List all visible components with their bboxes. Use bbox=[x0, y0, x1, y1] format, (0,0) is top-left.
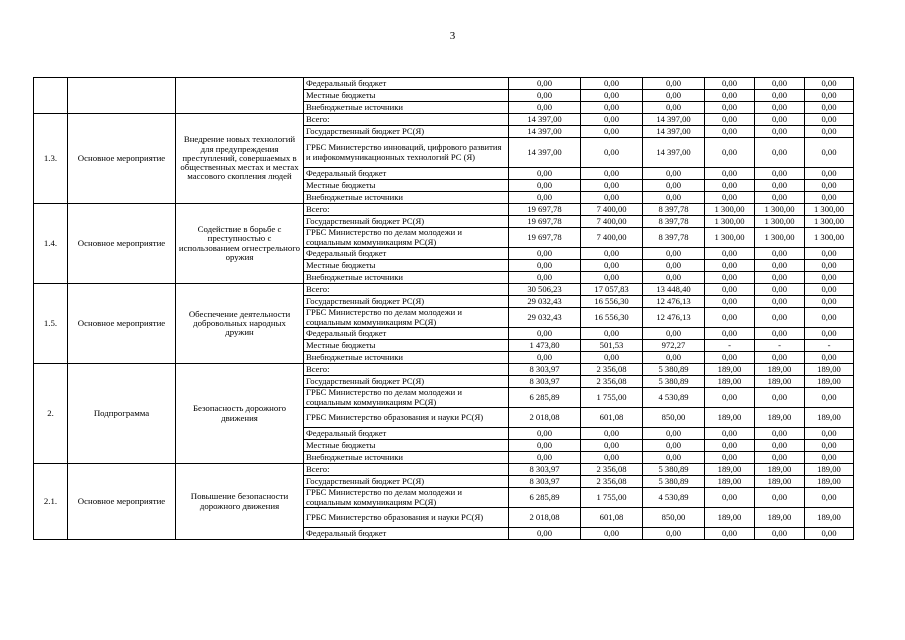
amount-year-1: 0,00 bbox=[581, 126, 643, 138]
item-name: Обеспечение деятельности добровольных народных дружин bbox=[176, 284, 304, 364]
amount-year-2: 0,00 bbox=[643, 260, 705, 272]
amount-year-3: 0,00 bbox=[705, 248, 755, 260]
funding-source: Внебюджетные источники bbox=[304, 192, 509, 204]
funding-source: Федеральный бюджет bbox=[304, 168, 509, 180]
amount-year-3: 0,00 bbox=[705, 528, 755, 540]
amount-year-4: 1 300,00 bbox=[755, 204, 805, 216]
amount-year-5: 0,00 bbox=[805, 114, 854, 126]
amount-year-5: 1 300,00 bbox=[805, 216, 854, 228]
funding-source: Местные бюджеты bbox=[304, 440, 509, 452]
amount-total: 6 285,89 bbox=[509, 388, 581, 408]
amount-year-5: 0,00 bbox=[805, 126, 854, 138]
amount-year-1: 7 400,00 bbox=[581, 204, 643, 216]
amount-year-4: 0,00 bbox=[755, 138, 805, 168]
amount-year-2: 14 397,00 bbox=[643, 126, 705, 138]
amount-total: 14 397,00 bbox=[509, 138, 581, 168]
amount-year-2: 4 530,89 bbox=[643, 488, 705, 508]
amount-year-5: 0,00 bbox=[805, 328, 854, 340]
amount-total: 0,00 bbox=[509, 102, 581, 114]
amount-year-5: 0,00 bbox=[805, 138, 854, 168]
amount-year-5: 189,00 bbox=[805, 364, 854, 376]
amount-year-3: 0,00 bbox=[705, 126, 755, 138]
amount-year-1: 2 356,08 bbox=[581, 476, 643, 488]
amount-year-2: 0,00 bbox=[643, 90, 705, 102]
amount-year-3: 0,00 bbox=[705, 440, 755, 452]
amount-year-1: 0,00 bbox=[581, 352, 643, 364]
amount-year-3: 1 300,00 bbox=[705, 228, 755, 248]
amount-total: 1 473,80 bbox=[509, 340, 581, 352]
amount-year-3: 1 300,00 bbox=[705, 204, 755, 216]
amount-year-3: 0,00 bbox=[705, 272, 755, 284]
amount-year-1: 17 057,83 bbox=[581, 284, 643, 296]
amount-year-1: 0,00 bbox=[581, 114, 643, 126]
funding-source: Внебюджетные источники bbox=[304, 102, 509, 114]
table-row bbox=[34, 204, 854, 216]
amount-year-4: 189,00 bbox=[755, 376, 805, 388]
amount-year-3: 0,00 bbox=[705, 296, 755, 308]
amount-year-4: 0,00 bbox=[755, 388, 805, 408]
page-number: 3 bbox=[449, 30, 456, 42]
amount-year-1: 2 356,08 bbox=[581, 364, 643, 376]
amount-year-3: 0,00 bbox=[705, 308, 755, 328]
amount-year-5: 0,00 bbox=[805, 452, 854, 464]
amount-year-2: 0,00 bbox=[643, 352, 705, 364]
amount-year-3: 189,00 bbox=[705, 464, 755, 476]
amount-year-1: 0,00 bbox=[581, 260, 643, 272]
amount-year-2: 14 397,00 bbox=[643, 114, 705, 126]
funding-source: Государственный бюджет РС(Я) bbox=[304, 376, 509, 388]
amount-year-4: 189,00 bbox=[755, 508, 805, 528]
amount-year-3: 0,00 bbox=[705, 138, 755, 168]
amount-year-5: 189,00 bbox=[805, 464, 854, 476]
amount-year-3: 0,00 bbox=[705, 78, 755, 90]
item-type bbox=[68, 78, 176, 114]
amount-year-2: 0,00 bbox=[643, 452, 705, 464]
amount-year-4: 0,00 bbox=[755, 272, 805, 284]
amount-total: 14 397,00 bbox=[509, 126, 581, 138]
funding-source: ГРБС Министерство по делам молодежи и социальным коммуникациям РС(Я) bbox=[304, 488, 509, 508]
amount-year-3: 189,00 bbox=[705, 476, 755, 488]
amount-year-2: 0,00 bbox=[643, 248, 705, 260]
amount-year-3: 1 300,00 bbox=[705, 216, 755, 228]
amount-year-2: 8 397,78 bbox=[643, 216, 705, 228]
amount-year-2: 5 380,89 bbox=[643, 376, 705, 388]
amount-year-2: 13 448,40 bbox=[643, 284, 705, 296]
amount-year-1: 0,00 bbox=[581, 528, 643, 540]
amount-year-5: 0,00 bbox=[805, 296, 854, 308]
amount-total: 0,00 bbox=[509, 440, 581, 452]
amount-year-1: 601,08 bbox=[581, 408, 643, 428]
budget-table bbox=[33, 77, 854, 540]
amount-year-4: - bbox=[755, 340, 805, 352]
item-number: 1.5. bbox=[34, 284, 68, 364]
amount-year-5: 189,00 bbox=[805, 508, 854, 528]
amount-year-4: 0,00 bbox=[755, 126, 805, 138]
amount-year-2: 5 380,89 bbox=[643, 464, 705, 476]
funding-source: Местные бюджеты bbox=[304, 180, 509, 192]
amount-year-3: 0,00 bbox=[705, 102, 755, 114]
amount-year-5: 0,00 bbox=[805, 168, 854, 180]
item-type: Основное мероприятие bbox=[68, 114, 176, 204]
amount-year-3: 0,00 bbox=[705, 428, 755, 440]
amount-year-4: 0,00 bbox=[755, 78, 805, 90]
amount-total: 0,00 bbox=[509, 180, 581, 192]
funding-source: Местные бюджеты bbox=[304, 260, 509, 272]
amount-year-2: 0,00 bbox=[643, 328, 705, 340]
amount-year-5: 0,00 bbox=[805, 428, 854, 440]
amount-year-4: 0,00 bbox=[755, 440, 805, 452]
amount-year-1: 2 356,08 bbox=[581, 464, 643, 476]
funding-source: Федеральный бюджет bbox=[304, 78, 509, 90]
amount-year-2: 12 476,13 bbox=[643, 308, 705, 328]
amount-year-4: 0,00 bbox=[755, 114, 805, 126]
amount-year-5: 0,00 bbox=[805, 78, 854, 90]
amount-year-5: 189,00 bbox=[805, 408, 854, 428]
funding-source: ГРБС Министерство образования и науки РС(Я) bbox=[304, 508, 509, 528]
amount-total: 0,00 bbox=[509, 90, 581, 102]
funding-source: Федеральный бюджет bbox=[304, 328, 509, 340]
amount-year-3: 189,00 bbox=[705, 408, 755, 428]
amount-total: 14 397,00 bbox=[509, 114, 581, 126]
amount-year-5: 0,00 bbox=[805, 90, 854, 102]
amount-year-4: 0,00 bbox=[755, 308, 805, 328]
amount-year-1: 2 356,08 bbox=[581, 376, 643, 388]
amount-year-2: 5 380,89 bbox=[643, 364, 705, 376]
item-type: Подпрограмма bbox=[68, 364, 176, 464]
amount-total: 0,00 bbox=[509, 352, 581, 364]
funding-source: ГРБС Министерство по делам молодежи и социальным коммуникациям РС(Я) bbox=[304, 228, 509, 248]
amount-total: 19 697,78 bbox=[509, 204, 581, 216]
amount-year-5: 0,00 bbox=[805, 248, 854, 260]
amount-year-4: 1 300,00 bbox=[755, 216, 805, 228]
amount-total: 0,00 bbox=[509, 248, 581, 260]
amount-year-2: 0,00 bbox=[643, 528, 705, 540]
amount-year-4: 0,00 bbox=[755, 192, 805, 204]
amount-year-3: 0,00 bbox=[705, 452, 755, 464]
amount-year-3: 0,00 bbox=[705, 192, 755, 204]
amount-total: 8 303,97 bbox=[509, 464, 581, 476]
funding-source: Всего: bbox=[304, 114, 509, 126]
amount-year-4: 189,00 bbox=[755, 408, 805, 428]
amount-total: 8 303,97 bbox=[509, 476, 581, 488]
amount-year-1: 7 400,00 bbox=[581, 228, 643, 248]
amount-year-5: 0,00 bbox=[805, 352, 854, 364]
amount-year-1: 0,00 bbox=[581, 428, 643, 440]
amount-year-1: 501,53 bbox=[581, 340, 643, 352]
item-number: 2. bbox=[34, 364, 68, 464]
amount-year-4: 0,00 bbox=[755, 180, 805, 192]
amount-year-3: 0,00 bbox=[705, 90, 755, 102]
amount-total: 8 303,97 bbox=[509, 376, 581, 388]
amount-year-1: 0,00 bbox=[581, 90, 643, 102]
amount-year-5: 0,00 bbox=[805, 102, 854, 114]
amount-year-3: - bbox=[705, 340, 755, 352]
funding-source: ГРБС Министерство по делам молодежи и социальным коммуникациям РС(Я) bbox=[304, 308, 509, 328]
amount-year-4: 0,00 bbox=[755, 428, 805, 440]
amount-year-4: 0,00 bbox=[755, 284, 805, 296]
item-name: Содействие в борьбе с преступностью с использованием огнестрельного оружия bbox=[176, 204, 304, 284]
amount-year-1: 0,00 bbox=[581, 272, 643, 284]
amount-year-1: 0,00 bbox=[581, 192, 643, 204]
amount-year-2: 0,00 bbox=[643, 102, 705, 114]
funding-source: Федеральный бюджет bbox=[304, 248, 509, 260]
amount-year-1: 0,00 bbox=[581, 328, 643, 340]
amount-total: 8 303,97 bbox=[509, 364, 581, 376]
table-row bbox=[34, 78, 854, 90]
amount-year-4: 1 300,00 bbox=[755, 228, 805, 248]
funding-source: Местные бюджеты bbox=[304, 90, 509, 102]
amount-total: 0,00 bbox=[509, 428, 581, 440]
amount-year-3: 0,00 bbox=[705, 114, 755, 126]
item-type: Основное мероприятие bbox=[68, 284, 176, 364]
amount-year-5: 0,00 bbox=[805, 260, 854, 272]
amount-total: 19 697,78 bbox=[509, 216, 581, 228]
amount-year-1: 16 556,30 bbox=[581, 296, 643, 308]
amount-year-2: 972,27 bbox=[643, 340, 705, 352]
amount-year-1: 7 400,00 bbox=[581, 216, 643, 228]
amount-year-1: 0,00 bbox=[581, 168, 643, 180]
amount-year-1: 0,00 bbox=[581, 78, 643, 90]
amount-year-2: 12 476,13 bbox=[643, 296, 705, 308]
amount-total: 29 032,43 bbox=[509, 296, 581, 308]
amount-year-5: 0,00 bbox=[805, 528, 854, 540]
item-type: Основное мероприятие bbox=[68, 204, 176, 284]
amount-year-4: 189,00 bbox=[755, 464, 805, 476]
amount-total: 0,00 bbox=[509, 272, 581, 284]
amount-year-5: 0,00 bbox=[805, 308, 854, 328]
amount-total: 0,00 bbox=[509, 528, 581, 540]
amount-total: 2 018,08 bbox=[509, 508, 581, 528]
amount-year-4: 0,00 bbox=[755, 90, 805, 102]
amount-year-1: 0,00 bbox=[581, 440, 643, 452]
amount-total: 29 032,43 bbox=[509, 308, 581, 328]
item-number: 2.1. bbox=[34, 464, 68, 540]
funding-source: ГРБС Министерство инноваций, цифрового развития и инфокоммуникационных технологий РС (Я) bbox=[304, 138, 509, 168]
amount-year-4: 0,00 bbox=[755, 248, 805, 260]
amount-year-2: 0,00 bbox=[643, 440, 705, 452]
amount-year-5: 189,00 bbox=[805, 476, 854, 488]
funding-source: Государственный бюджет РС(Я) bbox=[304, 476, 509, 488]
amount-year-4: 0,00 bbox=[755, 352, 805, 364]
amount-year-1: 0,00 bbox=[581, 452, 643, 464]
amount-year-1: 0,00 bbox=[581, 138, 643, 168]
amount-year-3: 189,00 bbox=[705, 364, 755, 376]
amount-year-3: 0,00 bbox=[705, 328, 755, 340]
amount-year-1: 1 755,00 bbox=[581, 388, 643, 408]
item-name: Внедрение новых технологий для предупреждения преступлений, совершаемых в общественных местах и местах массового скопления людей bbox=[176, 114, 304, 204]
amount-year-4: 0,00 bbox=[755, 102, 805, 114]
funding-source: Федеральный бюджет bbox=[304, 528, 509, 540]
amount-year-5: 0,00 bbox=[805, 388, 854, 408]
table-row bbox=[34, 464, 854, 476]
funding-source: Федеральный бюджет bbox=[304, 428, 509, 440]
funding-source: Всего: bbox=[304, 364, 509, 376]
amount-year-3: 0,00 bbox=[705, 352, 755, 364]
amount-total: 0,00 bbox=[509, 452, 581, 464]
amount-total: 0,00 bbox=[509, 168, 581, 180]
amount-year-4: 189,00 bbox=[755, 364, 805, 376]
funding-source: ГРБС Министерство образования и науки РС(Я) bbox=[304, 408, 509, 428]
amount-year-2: 0,00 bbox=[643, 272, 705, 284]
amount-year-3: 0,00 bbox=[705, 168, 755, 180]
table-row bbox=[34, 284, 854, 296]
amount-year-1: 0,00 bbox=[581, 248, 643, 260]
amount-total: 0,00 bbox=[509, 260, 581, 272]
amount-year-2: 850,00 bbox=[643, 408, 705, 428]
amount-total: 0,00 bbox=[509, 328, 581, 340]
amount-year-2: 14 397,00 bbox=[643, 138, 705, 168]
amount-year-5: 1 300,00 bbox=[805, 228, 854, 248]
amount-year-5: 0,00 bbox=[805, 180, 854, 192]
item-type: Основное мероприятие bbox=[68, 464, 176, 540]
amount-year-5: 0,00 bbox=[805, 284, 854, 296]
amount-year-5: 189,00 bbox=[805, 376, 854, 388]
amount-year-3: 0,00 bbox=[705, 260, 755, 272]
amount-year-3: 189,00 bbox=[705, 376, 755, 388]
funding-source: Местные бюджеты bbox=[304, 340, 509, 352]
amount-year-1: 16 556,30 bbox=[581, 308, 643, 328]
amount-year-4: 0,00 bbox=[755, 260, 805, 272]
amount-year-5: 0,00 bbox=[805, 192, 854, 204]
amount-year-4: 189,00 bbox=[755, 476, 805, 488]
item-number bbox=[34, 78, 68, 114]
amount-year-4: 0,00 bbox=[755, 296, 805, 308]
amount-year-5: - bbox=[805, 340, 854, 352]
amount-total: 19 697,78 bbox=[509, 228, 581, 248]
amount-total: 2 018,08 bbox=[509, 408, 581, 428]
table-row bbox=[34, 114, 854, 126]
amount-year-1: 1 755,00 bbox=[581, 488, 643, 508]
amount-year-3: 0,00 bbox=[705, 488, 755, 508]
amount-year-5: 0,00 bbox=[805, 440, 854, 452]
amount-year-2: 850,00 bbox=[643, 508, 705, 528]
funding-source: ГРБС Министерство по делам молодежи и социальным коммуникациям РС(Я) bbox=[304, 388, 509, 408]
amount-year-2: 0,00 bbox=[643, 192, 705, 204]
table-row bbox=[34, 364, 854, 376]
item-name: Безопасность дорожного движения bbox=[176, 364, 304, 464]
amount-year-1: 0,00 bbox=[581, 102, 643, 114]
funding-source: Государственный бюджет РС(Я) bbox=[304, 126, 509, 138]
amount-year-2: 4 530,89 bbox=[643, 388, 705, 408]
amount-year-4: 0,00 bbox=[755, 488, 805, 508]
amount-year-1: 0,00 bbox=[581, 180, 643, 192]
amount-year-3: 189,00 bbox=[705, 508, 755, 528]
item-name bbox=[176, 78, 304, 114]
funding-source: Государственный бюджет РС(Я) bbox=[304, 296, 509, 308]
amount-year-2: 0,00 bbox=[643, 428, 705, 440]
amount-year-2: 8 397,78 bbox=[643, 204, 705, 216]
amount-year-5: 0,00 bbox=[805, 488, 854, 508]
amount-year-3: 0,00 bbox=[705, 284, 755, 296]
amount-year-2: 0,00 bbox=[643, 168, 705, 180]
amount-total: 0,00 bbox=[509, 192, 581, 204]
funding-source: Всего: bbox=[304, 464, 509, 476]
amount-year-4: 0,00 bbox=[755, 452, 805, 464]
amount-year-4: 0,00 bbox=[755, 168, 805, 180]
amount-year-3: 0,00 bbox=[705, 180, 755, 192]
item-name: Повышение безопасности дорожного движения bbox=[176, 464, 304, 540]
funding-source: Внебюджетные источники bbox=[304, 272, 509, 284]
amount-year-2: 8 397,78 bbox=[643, 228, 705, 248]
amount-total: 30 506,23 bbox=[509, 284, 581, 296]
funding-source: Государственный бюджет РС(Я) bbox=[304, 216, 509, 228]
amount-total: 6 285,89 bbox=[509, 488, 581, 508]
funding-source: Всего: bbox=[304, 284, 509, 296]
amount-year-2: 5 380,89 bbox=[643, 476, 705, 488]
funding-source: Внебюджетные источники bbox=[304, 352, 509, 364]
item-number: 1.3. bbox=[34, 114, 68, 204]
amount-year-5: 0,00 bbox=[805, 272, 854, 284]
amount-year-5: 1 300,00 bbox=[805, 204, 854, 216]
amount-year-2: 0,00 bbox=[643, 180, 705, 192]
amount-year-2: 0,00 bbox=[643, 78, 705, 90]
amount-year-1: 601,08 bbox=[581, 508, 643, 528]
funding-source: Всего: bbox=[304, 204, 509, 216]
amount-year-3: 0,00 bbox=[705, 388, 755, 408]
amount-total: 0,00 bbox=[509, 78, 581, 90]
item-number: 1.4. bbox=[34, 204, 68, 284]
funding-source: Внебюджетные источники bbox=[304, 452, 509, 464]
amount-year-4: 0,00 bbox=[755, 528, 805, 540]
amount-year-4: 0,00 bbox=[755, 328, 805, 340]
